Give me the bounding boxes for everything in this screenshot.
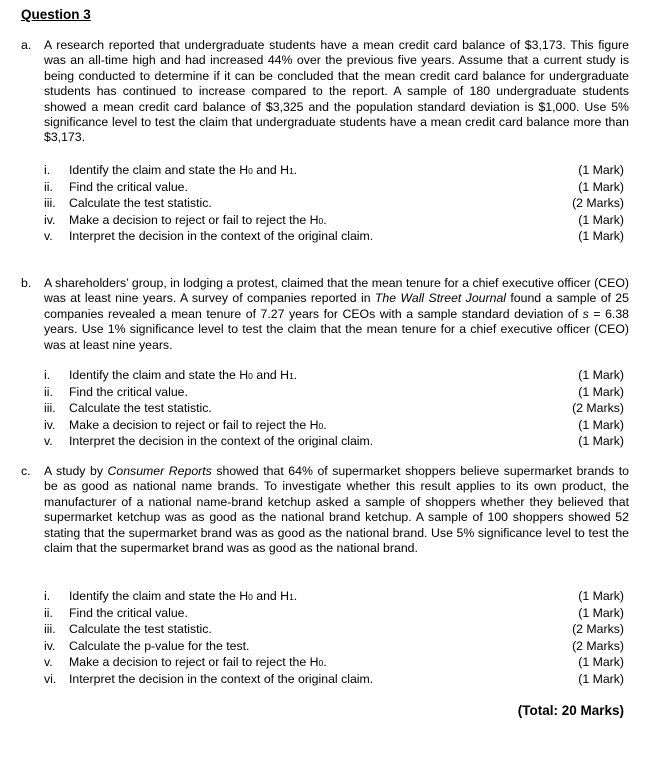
part-c-item xyxy=(44,605,624,622)
item-number: i. xyxy=(44,368,51,382)
item-text: Make a decision to reject or fail to reject the H0. xyxy=(69,417,327,432)
item-text: Make a decision to reject or fail to reject the H0. xyxy=(69,212,327,227)
part-b-items xyxy=(44,367,624,450)
item-number: iv. xyxy=(44,417,56,432)
item-mark: (1 Mark) xyxy=(578,605,624,620)
part-c-paragraph: A study by Consumer Reports showed that 64% of supermarket shoppers believe supermarket brands to be as good as national name brands. To investigate whether this result applies to its own product, the manufacturer of a national name-brand ketchup asked a sample of shoppers whether they believed that supermarket ketchup was as good as the national brand ketchup. A sample of 100 shoppers showed 52 stating that the supermarket brand was as good as the national brand. Use 5% significance level to test the claim that the supermarket brand was as good as the national brand. xyxy=(44,464,629,556)
part-b-paragraph: A shareholders’ group, in lodging a protest, claimed that the mean tenure for a chief executive officer (CEO) was at least nine years. A survey of companies reported in The Wall Street Journal found a sample of 25 companies revealed a mean tenure of 7.27 years for CEOs with a sample standard deviation of s = 6.38 years. Use 1% significance level to test the claim that the mean tenure for a chief executive officer (CEO) was at least nine years. xyxy=(44,276,630,352)
part-c-item xyxy=(44,588,624,605)
item-mark: (1 Mark) xyxy=(578,417,624,432)
part-a-letter: a. xyxy=(21,38,32,52)
item-number: vi. xyxy=(44,671,57,686)
item-number: i. xyxy=(44,163,51,177)
part-c-items xyxy=(44,588,624,688)
item-number: v. xyxy=(44,655,53,670)
part-b-item xyxy=(44,367,624,384)
part-c-item xyxy=(44,671,624,688)
part-c-item xyxy=(44,638,624,655)
part-c-item xyxy=(44,621,624,638)
item-mark: (2 Marks) xyxy=(572,638,624,653)
part-a xyxy=(21,38,629,146)
item-number: iv. xyxy=(44,638,56,653)
part-b-item xyxy=(44,400,624,417)
item-number: v. xyxy=(44,434,53,449)
item-text: Calculate the test statistic. xyxy=(69,401,212,416)
item-number: ii. xyxy=(44,179,53,194)
item-text: Find the critical value. xyxy=(69,384,188,399)
item-text: Find the critical value. xyxy=(69,179,188,194)
item-text: Calculate the p-value for the test. xyxy=(69,638,250,653)
item-mark: (1 Mark) xyxy=(578,384,624,399)
item-number: ii. xyxy=(44,384,53,399)
part-a-paragraph: A research reported that undergraduate students have a mean credit card balance of $3,173. This figure was an all-time high and had increased 44% over the previous five years. Assume that a current study is being conducted to determine if it can be concluded that the mean credit card balance for undergraduate students has continued to increase compared to the report. A sample of 180 undergraduate students showed a mean credit card balance of $3,325 and the population standard deviation is $1,000. Use 5% significance level to test the claim that undergraduate students have a mean credit card balance more than $3,173. xyxy=(44,38,629,145)
part-a-item xyxy=(44,179,624,196)
item-mark: (1 Mark) xyxy=(578,163,624,177)
item-number: iii. xyxy=(44,622,56,637)
item-number: ii. xyxy=(44,605,53,620)
item-text: Calculate the test statistic. xyxy=(69,622,212,637)
item-text: Interpret the decision in the context of the original claim. xyxy=(69,671,374,686)
item-mark: (2 Marks) xyxy=(572,196,624,211)
item-text: Interpret the decision in the context of the original claim. xyxy=(69,434,374,449)
item-text: Identify the claim and state the H0 and H1. xyxy=(69,589,298,603)
item-number: iii. xyxy=(44,196,56,211)
item-mark: (1 Mark) xyxy=(578,179,624,194)
part-c-item xyxy=(44,654,624,671)
item-text: Interpret the decision in the context of the original claim. xyxy=(69,229,374,244)
total-marks: (Total: 20 Marks) xyxy=(517,703,624,718)
part-c xyxy=(21,464,629,556)
part-b-item xyxy=(44,417,624,434)
item-mark: (1 Mark) xyxy=(578,589,624,603)
item-text: Find the critical value. xyxy=(69,605,188,620)
item-mark: (1 Mark) xyxy=(578,229,624,244)
item-text: Calculate the test statistic. xyxy=(69,196,212,211)
part-b-item xyxy=(44,433,624,450)
item-mark: (1 Mark) xyxy=(578,671,624,686)
part-a-items xyxy=(44,162,624,245)
question-title: Question 3 xyxy=(21,7,91,22)
part-b-item xyxy=(44,384,624,401)
part-a-item xyxy=(44,162,624,179)
part-b xyxy=(21,276,629,353)
part-c-letter: c. xyxy=(21,464,31,478)
item-text: Make a decision to reject or fail to reject the H0. xyxy=(69,655,327,670)
item-mark: (1 Mark) xyxy=(578,434,624,449)
part-a-item xyxy=(44,212,624,229)
item-number: v. xyxy=(44,229,53,244)
item-number: i. xyxy=(44,589,51,603)
part-a-item xyxy=(44,195,624,212)
item-mark: (2 Marks) xyxy=(572,401,624,416)
item-mark: (1 Mark) xyxy=(578,212,624,227)
item-text: Identify the claim and state the H0 and H1. xyxy=(69,163,298,177)
item-number: iii. xyxy=(44,401,56,416)
part-b-letter: b. xyxy=(21,276,32,290)
part-a-item xyxy=(44,228,624,245)
item-mark: (2 Marks) xyxy=(572,622,624,637)
item-mark: (1 Mark) xyxy=(578,655,624,670)
item-number: iv. xyxy=(44,212,56,227)
item-text: Identify the claim and state the H0 and H1. xyxy=(69,368,298,382)
item-mark: (1 Mark) xyxy=(578,368,624,382)
